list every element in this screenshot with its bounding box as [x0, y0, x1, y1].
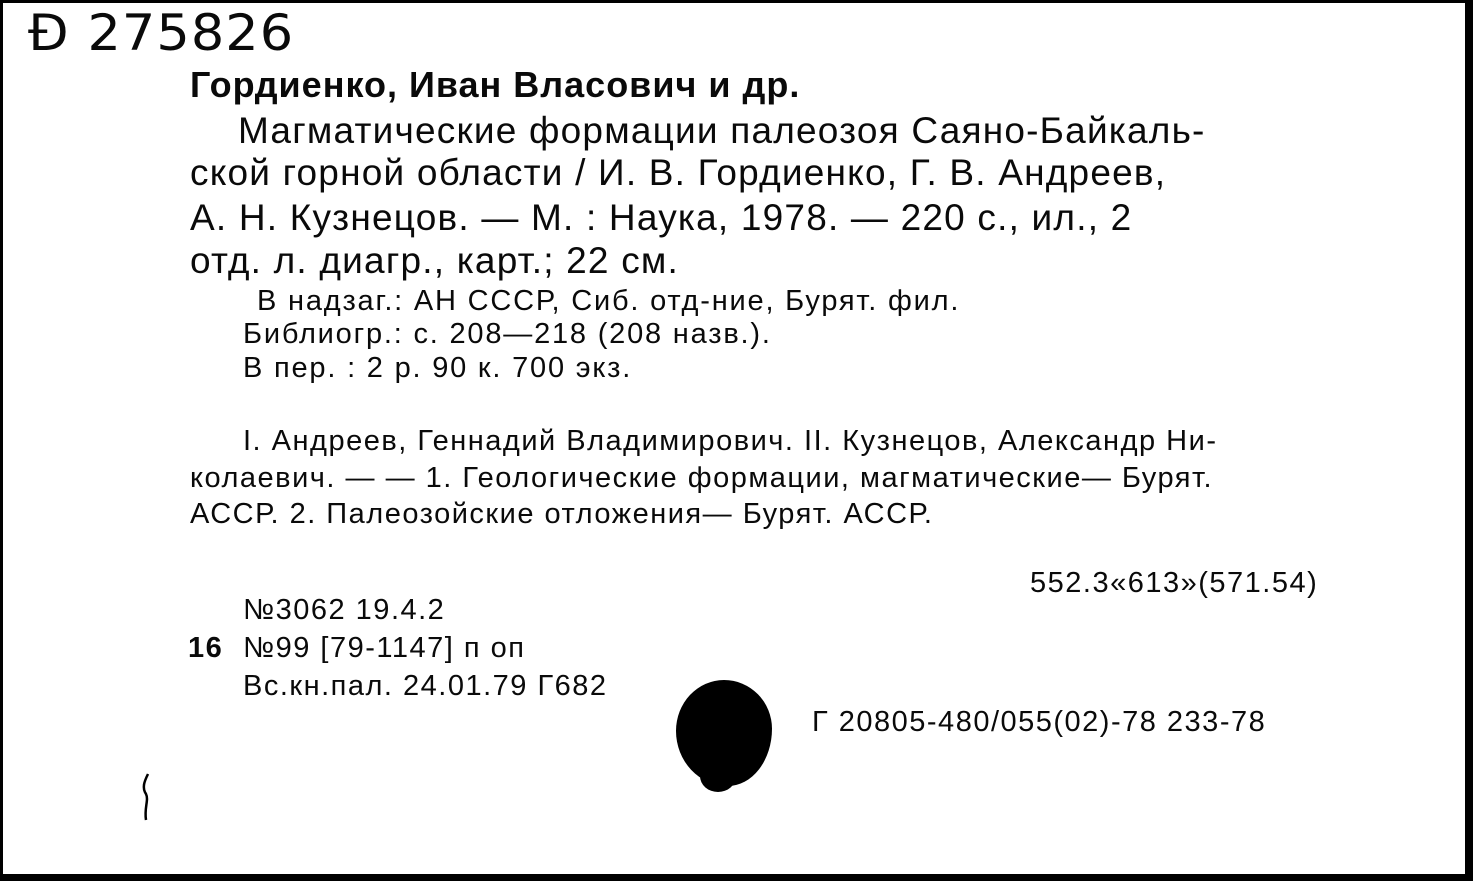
print-order: №99 [79-1147] п оп — [243, 632, 526, 664]
note-series-heading: В надзаг.: АН СССР, Сиб. отд-ние, Бурят. фил. — [257, 285, 961, 317]
accession-number-handwritten: Ð 275826 — [28, 4, 295, 62]
tracing-line-3: АССР. 2. Палеозойские отложения— Бурят. АССР. — [190, 498, 934, 530]
classification-code: 552.3«613»(571.54) — [1030, 567, 1319, 599]
title-line-1: Магматические формации палеозоя Саяно-Байкаль- — [238, 110, 1206, 151]
tracing-line-1: I. Андреев, Геннадий Владимирович. II. Кузнецов, Александр Ни- — [243, 425, 1218, 457]
note-bibliography: Библиогр.: с. 208—218 (208 назв.). — [243, 318, 772, 350]
scan-border-right — [1465, 0, 1473, 881]
scan-border-bottom — [0, 874, 1473, 881]
order-number: №3062 19.4.2 — [243, 594, 446, 626]
book-chamber-info: Вс.кн.пал. 24.01.79 Г682 — [243, 670, 608, 702]
print-number: 16 — [188, 632, 224, 664]
price-code: Г 20805-480/055(02)-78 233-78 — [812, 706, 1267, 738]
scan-border-left — [0, 0, 3, 881]
title-line-4: отд. л. диагр., карт.; 22 см. — [190, 240, 680, 281]
ink-blot-tail — [700, 760, 736, 792]
title-line-3: А. Н. Кузнецов. — М. : Наука, 1978. — 220 с., ил., 2 — [190, 197, 1133, 238]
note-price-copies: В пер. : 2 р. 90 к. 700 экз. — [243, 352, 633, 384]
scan-border-top — [0, 0, 1473, 3]
pencil-tick-mark — [140, 772, 152, 822]
author-heading: Гордиенко, Иван Власович и др. — [190, 64, 801, 105]
title-line-2: ской горной области / И. В. Гордиенко, Г. В. Андреев, — [190, 152, 1167, 193]
tracing-line-2: колаевич. — — 1. Геологические формации, магматические— Бурят. — [190, 462, 1214, 494]
